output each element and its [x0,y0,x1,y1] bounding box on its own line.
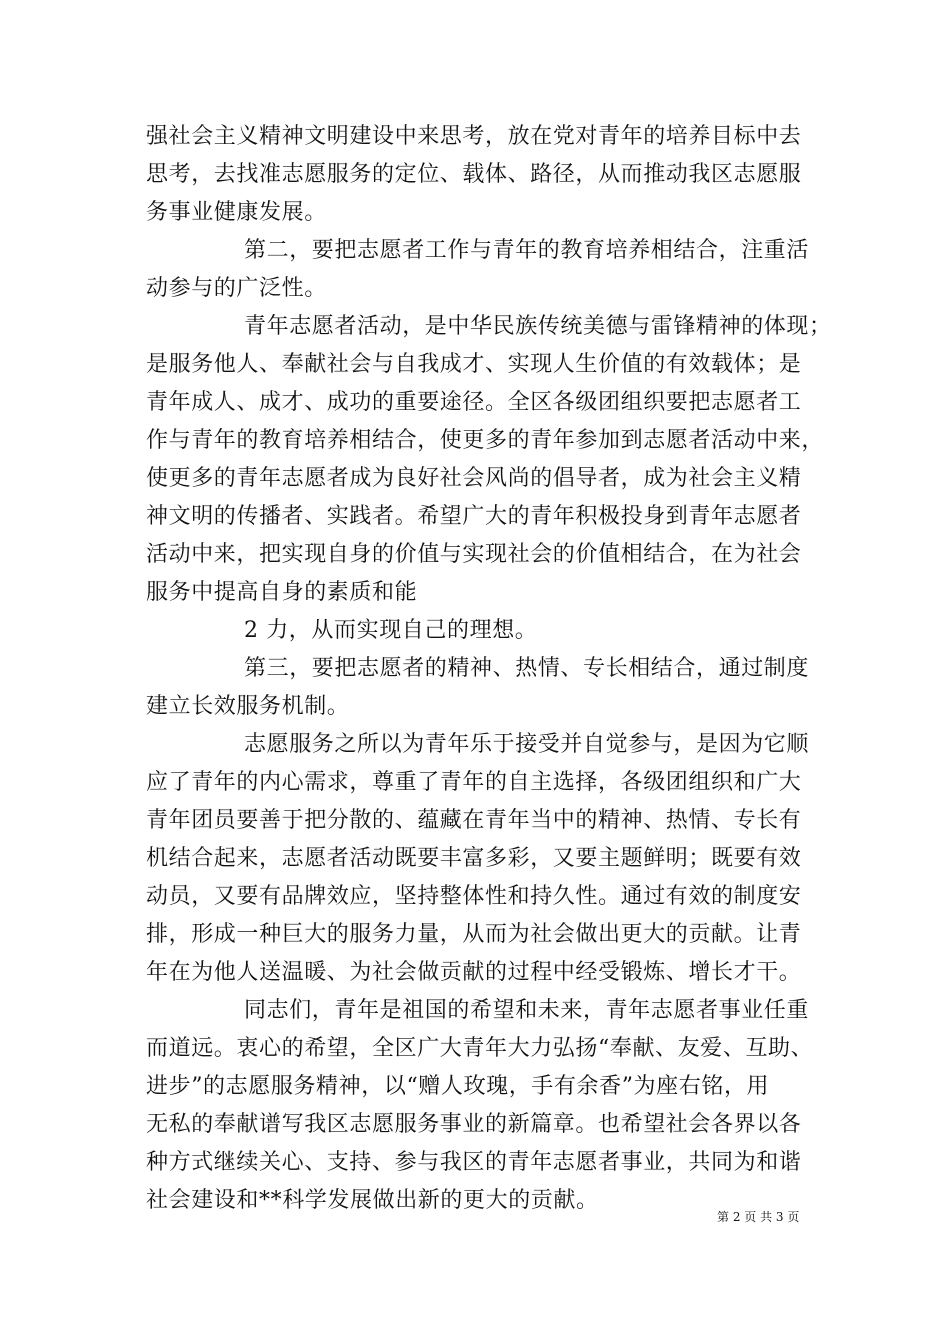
text-line-29: 社会建设和**科学发展做出新的更大的贡献。 [146,1188,599,1213]
text-line-16: 建立长效服务机制。 [146,694,350,719]
text-line-24: 同志们，青年是祖国的希望和未来，青年志愿者事业任重 [244,998,810,1023]
text-line-28: 种方式继续关心、支持、参与我区的青年志愿者事业，共同为和谐 [146,1150,802,1175]
text-line-14: 2 力，从而实现自己的理想。 [244,618,538,643]
text-line-19: 青年团员要善于把分散的、蕴藏在青年当中的精神、热情、专长有 [146,808,802,833]
page-number: 第 2 页 共 3 页 [717,1210,800,1224]
text-line-25: 而道远。衷心的希望，全区广大青年大力弘扬“奉献、友爱、互助、 [146,1036,814,1061]
text-line-17: 志愿服务之所以为青年乐于接受并自觉参与，是因为它顺 [244,732,810,757]
text-line-2: 思考，去找准志愿服务的定位、载体、路径，从而推动我区志愿服 [146,162,802,187]
text-line-23: 年在为他人送温暖、为社会做贡献的过程中经受锻炼、增长才干。 [146,960,802,985]
text-line-15: 第三，要把志愿者的精神、热情、专长相结合，通过制度 [244,656,810,681]
text-line-20: 机结合起来，志愿者活动既要丰富多彩，又要主题鲜明；既要有效 [146,846,802,871]
text-line-4: 第二，要把志愿者工作与青年的教育培养相结合，注重活 [244,238,810,263]
text-line-11: 神文明的传播者、实践者。希望广大的青年积极投身到青年志愿者 [146,504,802,529]
text-line-5: 动参与的广泛性。 [146,276,327,301]
text-line-22: 排，形成一种巨大的服务力量，从而为社会做出更大的贡献。让青 [146,922,802,947]
text-line-1: 强社会主义精神文明建设中来思考，放在党对青年的培养目标中去 [146,124,802,149]
text-line-12: 活动中来，把实现自身的价值与实现社会的价值相结合，在为社会 [146,542,802,567]
text-line-13: 服务中提高自身的素质和能 [146,580,418,605]
text-line-3: 务事业健康发展。 [146,200,327,225]
text-line-9: 作与青年的教育培养相结合，使更多的青年参加到志愿者活动中来， [146,428,825,453]
text-line-27: 无私的奉献谱写我区志愿服务事业的新篇章。也希望社会各界以各 [146,1112,802,1137]
text-line-7: 是服务他人、奉献社会与自我成才、实现人生价值的有效载体；是 [146,352,802,377]
text-line-8: 青年成人、成才、成功的重要途径。全区各级团组织要把志愿者工 [146,390,802,415]
text-line-10: 使更多的青年志愿者成为良好社会风尚的倡导者，成为社会主义精 [146,466,802,491]
text-line-21: 动员，又要有品牌效应，坚持整体性和持久性。通过有效的制度安 [146,884,802,909]
text-line-26: 进步”的志愿服务精神，以“赠人玫瑰，手有余香”为座右铭，用 [146,1074,770,1099]
text-line-18: 应了青年的内心需求，尊重了青年的自主选择，各级团组织和广大 [146,770,802,795]
text-line-6: 青年志愿者活动，是中华民族传统美德与雷锋精神的体现； [244,314,832,339]
